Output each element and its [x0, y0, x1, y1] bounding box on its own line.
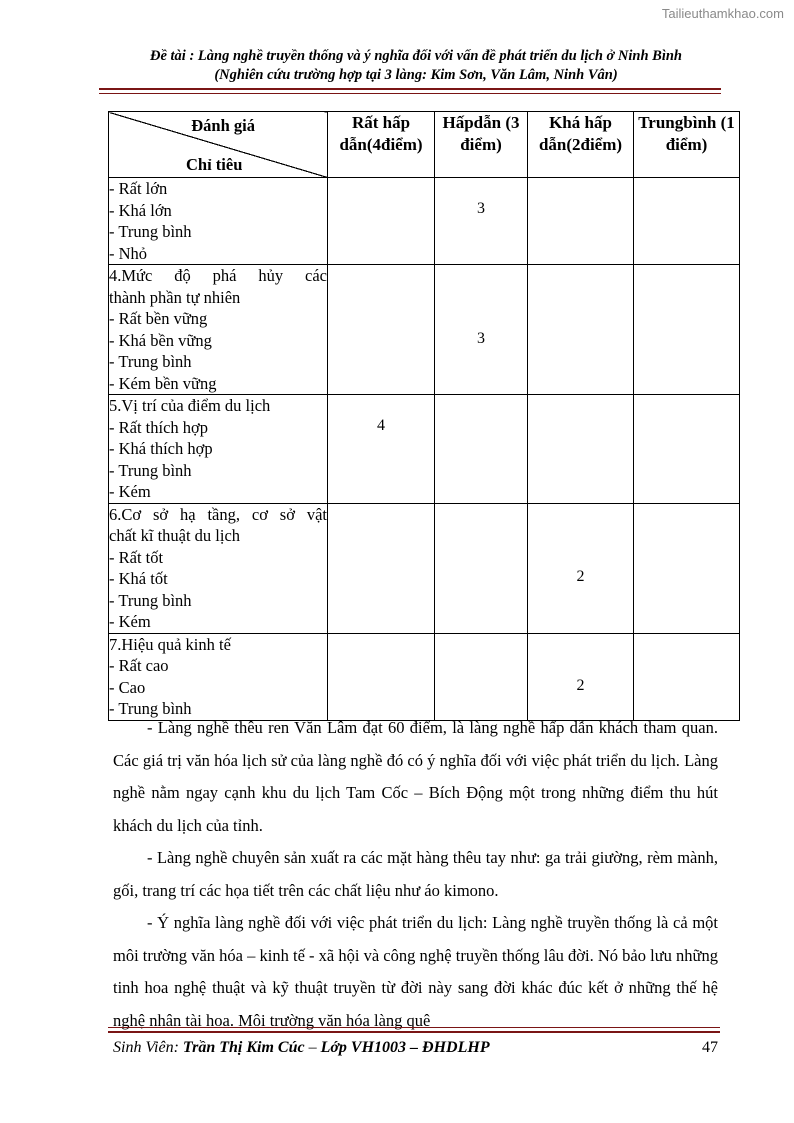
watermark: Tailieuthamkhao.com — [661, 6, 784, 21]
corner-top-label: Đánh giá — [191, 116, 255, 135]
criterion-cell — [109, 633, 328, 720]
column-header: Rất hấp dẫn(4điểm) — [328, 112, 435, 178]
criterion-line: 5.Vị trí của điểm du lịch — [109, 396, 271, 415]
score-cell — [528, 633, 634, 720]
header-rule-thin — [99, 93, 721, 94]
score-cell — [328, 633, 435, 720]
score-cell — [435, 178, 528, 265]
criterion-line: - Rất bền vững — [109, 309, 208, 328]
criterion-cell — [109, 265, 328, 395]
body-text — [113, 712, 718, 1037]
score-cell — [634, 395, 740, 504]
column-header: Khá hấp dẫn(2điểm) — [528, 112, 634, 178]
footer-prefix: Sinh Viên: — [113, 1039, 183, 1056]
criterion-line: - Kém bền vững — [109, 373, 217, 393]
criterion-line: - Khá thích hợp — [109, 439, 213, 458]
criterion-line: - Nhỏ — [109, 243, 148, 263]
evaluation-table — [108, 111, 740, 721]
header-title: Đề tài : Làng nghề truyền thống và ý nghĩa đối với vấn đề phát triển du lịch ở Ninh Bình — [150, 48, 682, 64]
table-header-row — [109, 112, 740, 178]
criterion-line: - Trung bình — [109, 460, 192, 480]
column-header: Trungbình (1 điểm) — [634, 112, 740, 178]
score-cell — [435, 265, 528, 395]
score-cell — [528, 265, 634, 395]
page-header — [100, 47, 732, 85]
score-cell — [435, 633, 528, 720]
student-name: Trần Thị Kim Cúc — [182, 1039, 305, 1056]
score-cell — [528, 395, 634, 504]
page-footer — [113, 1039, 718, 1057]
criterion-line: - Rất tốt — [109, 547, 164, 567]
criterion-line: 4.Mức độ phá hủy các — [109, 266, 327, 285]
criterion-line: - Khá bền vững — [109, 330, 212, 350]
header-rule — [99, 88, 721, 90]
score-value: 4 — [377, 416, 385, 434]
score-value: 2 — [576, 568, 585, 585]
criterion-line: - Trung bình — [109, 699, 192, 718]
score-cell — [634, 633, 740, 720]
paragraph: - Ý nghĩa làng nghề đối với việc phát triển du lịch: Làng nghề truyền thống là cả một môi trường văn hóa – kinh tế - xã hội và công nghệ truyền thống lâu đời. Nó bảo lưu những tinh hoa nghệ thuật và kỹ thuật truyền từ đời này sang đời khác đúc kết ở những thế hệ nghệ nhân tài hoa. Môi trường văn hóa làng quê — [113, 913, 718, 1030]
table-row — [109, 503, 740, 633]
paragraph: - Làng nghề chuyên sản xuất ra các mặt hàng thêu tay như: ga trải giường, rèm mành, gối, trang trí các họa tiết trên các chất liệu như áo kimono. — [113, 848, 718, 900]
criterion-line: - Rất lớn — [109, 179, 168, 198]
table-row — [109, 178, 740, 265]
table-row — [109, 395, 740, 504]
paragraph: - Làng nghề thêu ren Văn Lâm đạt 60 điểm, là làng nghề hấp dẫn khách tham quan. Các giá trị văn hóa lịch sử của làng nghề đó có ý nghĩa đối với việc phát triển du lịch. Làng nghề nằm ngay cạnh khu du lịch Tam Cốc – Bích Động một trong những điểm thu hút khách du lịch của tỉnh. — [113, 718, 718, 835]
score-value: 3 — [477, 199, 485, 217]
score-cell — [328, 178, 435, 265]
score-value: 3 — [477, 329, 485, 347]
criterion-cell — [109, 178, 328, 265]
footer-rule — [108, 1031, 720, 1033]
score-cell — [634, 503, 740, 633]
score-cell — [634, 265, 740, 395]
criterion-line: - Cao — [109, 677, 146, 697]
criterion-line: thành phần tự nhiên — [109, 287, 241, 307]
criterion-line: - Rất cao — [109, 656, 169, 675]
table-row — [109, 633, 740, 720]
corner-bottom-label: Chỉ tiêu — [186, 155, 243, 174]
criterion-line: - Khá lớn — [109, 200, 172, 220]
score-cell — [435, 503, 528, 633]
class-label: Lớp VH1003 – ĐHDLHP — [320, 1039, 490, 1056]
criterion-cell — [109, 395, 328, 504]
criterion-line: 7.Hiệu quả kinh tế — [109, 634, 231, 654]
score-cell — [328, 265, 435, 395]
footer-separator: – — [304, 1039, 321, 1056]
criterion-cell — [109, 503, 328, 633]
footer-rule-thin — [108, 1027, 720, 1028]
score-cell — [435, 395, 528, 504]
score-value: 2 — [576, 676, 585, 694]
page-number: 47 — [702, 1039, 718, 1056]
score-cell — [634, 178, 740, 265]
score-cell — [328, 503, 435, 633]
column-header: Hấpdẫn (3 điểm) — [435, 112, 528, 178]
criterion-line: - Rất thích hợp — [109, 417, 208, 437]
score-cell — [528, 503, 634, 633]
criterion-line: chất kĩ thuật du lịch — [109, 526, 241, 545]
criterion-line: - Khá tốt — [109, 569, 168, 588]
diagonal-header-cell — [109, 112, 328, 178]
table-row — [109, 265, 740, 395]
criterion-line: 6.Cơ sở hạ tầng, cơ sở vật — [109, 504, 327, 524]
score-cell — [528, 178, 634, 265]
criterion-line: - Kém — [109, 482, 151, 501]
criterion-line: - Trung bình — [109, 222, 192, 241]
criterion-line: - Trung bình — [109, 590, 192, 610]
criterion-line: - Trung bình — [109, 352, 192, 371]
header-subtitle: (Nghiên cứu trường hợp tại 3 làng: Kim Sơn, Văn Lâm, Ninh Vân) — [214, 67, 618, 83]
criterion-line: - Kém — [109, 612, 151, 631]
score-cell — [328, 395, 435, 504]
